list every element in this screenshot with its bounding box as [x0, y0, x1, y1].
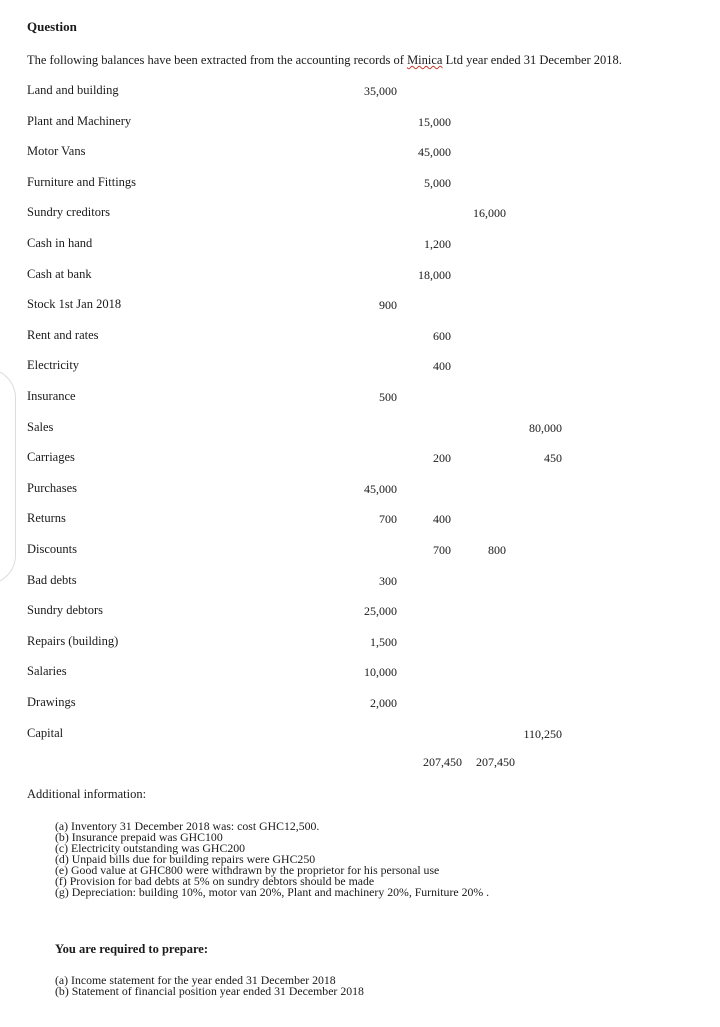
amount-c2: 15,000: [418, 115, 451, 129]
intro-text-after: Ltd year ended 31 December 2018.: [442, 53, 622, 67]
intro-text: [27, 53, 622, 68]
additional-info-item: (g) Depreciation: building 10%, motor van 20%, Plant and machinery 20%, Furniture 20% .: [55, 885, 490, 899]
account-label: Furniture and Fittings: [27, 175, 137, 189]
intro-text-before: The following balances have been extracted from the accounting records of: [27, 53, 408, 67]
account-label: Salaries: [27, 664, 67, 678]
amount-c1: 1,500: [370, 635, 397, 649]
amount-c2: 400: [433, 512, 451, 526]
additional-info-list: [55, 821, 489, 898]
account-label: Sales: [27, 420, 54, 434]
account-label: Stock 1st Jan 2018: [27, 297, 122, 311]
amount-c4: 450: [544, 451, 562, 465]
amount-c2: 600: [433, 329, 451, 343]
account-label: Carriages: [27, 450, 75, 464]
question-heading: Question: [27, 19, 77, 34]
amount-c2: 700: [433, 543, 451, 557]
left-edge-overlay: [0, 368, 16, 585]
additional-info-item: (c) Electricity outstanding was GHC200: [55, 841, 246, 855]
required-heading: You are required to prepare:: [55, 942, 209, 956]
amount-c1: 300: [379, 574, 397, 588]
additional-info-item: (d) Unpaid bills due for building repairs were GHC250: [55, 852, 316, 866]
required-item: (a) Income statement for the year ended 31 December 2018: [55, 973, 336, 987]
company-name: Minica: [407, 53, 443, 67]
account-label: Plant and Machinery: [27, 114, 132, 128]
amount-c2: 400: [433, 359, 451, 373]
additional-info-item: (a) Inventory 31 December 2018 was: cost GHC12,500.: [55, 819, 320, 833]
amount-c2: 18,000: [418, 268, 451, 282]
amount-c2: 200: [433, 451, 451, 465]
account-label: Returns: [27, 511, 66, 525]
account-label: Capital: [27, 726, 64, 740]
amount-c4: 110,250: [523, 727, 562, 741]
amount-c1: 35,000: [364, 84, 397, 98]
account-label: Land and building: [27, 83, 119, 97]
account-label: Electricity: [27, 358, 80, 372]
amount-c1: 700: [379, 512, 397, 526]
amount-c3: 800: [488, 543, 506, 557]
account-label: Sundry creditors: [27, 205, 110, 219]
account-label: Discounts: [27, 542, 77, 556]
amount-c1: 10,000: [364, 665, 397, 679]
account-label: Rent and rates: [27, 328, 99, 342]
amount-c2: 45,000: [418, 145, 451, 159]
account-label: Sundry debtors: [27, 603, 104, 617]
amount-c1: 25,000: [364, 604, 397, 618]
additional-info-item: (f) Provision for bad debts at 5% on sundry debtors should be made: [55, 874, 375, 888]
account-label: Motor Vans: [27, 144, 86, 158]
additional-info-heading: Additional information:: [27, 787, 147, 801]
account-label: Cash at bank: [27, 267, 92, 281]
additional-info-item: (e) Good value at GHC800 were withdrawn by the proprietor for his personal use: [55, 863, 440, 877]
account-label: Cash in hand: [27, 236, 93, 250]
total-left: 207,450: [423, 755, 462, 769]
amount-c2: 1,200: [424, 237, 451, 251]
account-label: Purchases: [27, 481, 77, 495]
total-right: 207,450: [476, 755, 515, 769]
amount-c1: 900: [379, 298, 397, 312]
amount-c1: 500: [379, 390, 397, 404]
additional-info-item: (b) Insurance prepaid was GHC100: [55, 830, 223, 844]
account-label: Bad debts: [27, 573, 77, 587]
amount-c1: 2,000: [370, 696, 397, 710]
required-list: [55, 975, 364, 997]
required-item: (b) Statement of financial position year ended 31 December 2018: [55, 984, 364, 998]
account-label: Insurance: [27, 389, 76, 403]
account-label: Repairs (building): [27, 634, 119, 648]
amount-c4: 80,000: [529, 421, 562, 435]
amount-c2: 5,000: [424, 176, 451, 190]
amount-c1: 45,000: [364, 482, 397, 496]
account-label: Drawings: [27, 695, 76, 709]
amount-c3: 16,000: [473, 206, 506, 220]
